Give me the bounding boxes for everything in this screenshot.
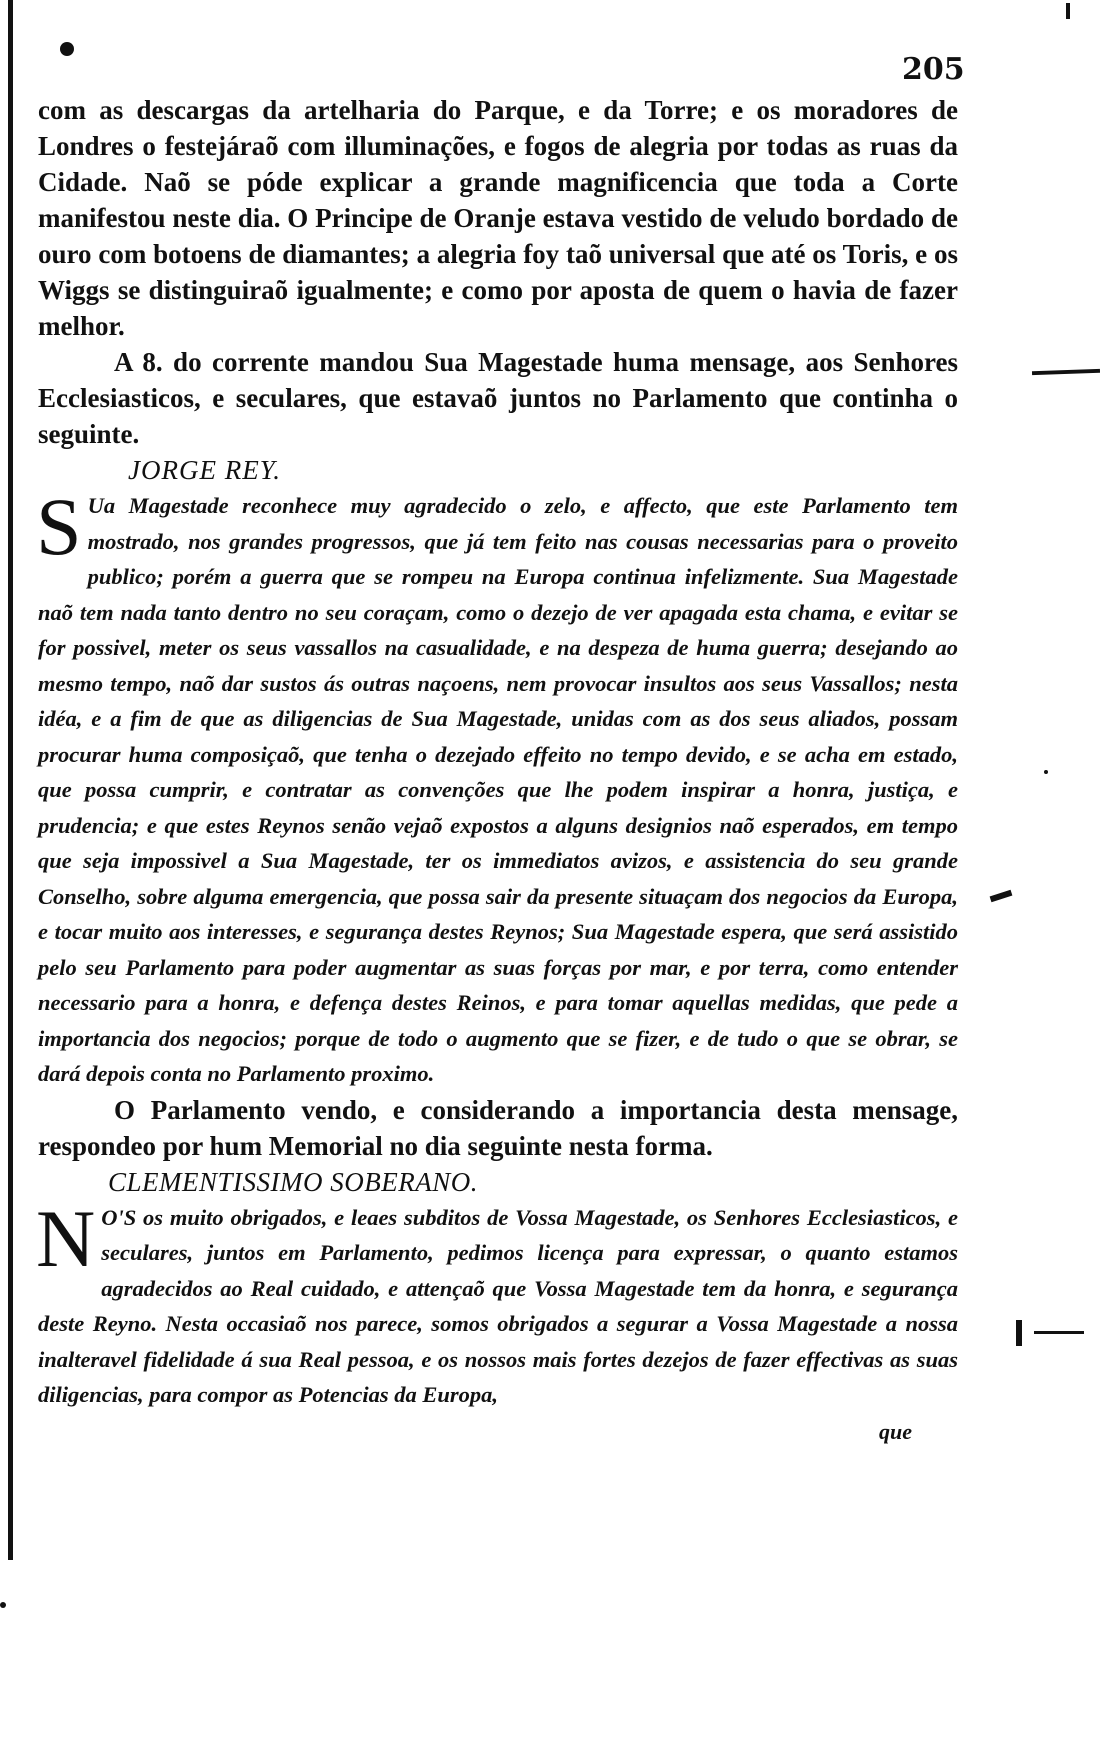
scan-artifact-mark — [0, 1602, 6, 1608]
heading-clementissimo-soberano: CLEMENTISSIMO SOBERANO. — [108, 1166, 478, 1197]
scan-artifact-mark — [1034, 1331, 1084, 1334]
drop-cap-n: N — [36, 1192, 96, 1284]
catchword: que — [879, 1418, 912, 1444]
page-edge-rule — [8, 0, 13, 1560]
paragraph-coronation-celebration: com as descargas da artelharia do Parque, e da Torre; e os moradores de Londres o festejáraõ com illuminações, e fogos de alegria por todas as ruas da Cidade. Naõ se póde explicar a grande magnificencia que toda a Corte manifestou neste dia. O Principe de Oranje estava vestido de veludo bordado de ouro com botoens de diamantes; a alegria foy taõ universal que até os Toris, e os Wiggs se distinguiraõ igualmente; e como por aposta de quem o havia de fazer melhor. — [38, 95, 958, 341]
heading-jorge-rey: JORGE REY. — [128, 455, 281, 485]
scan-artifact-mark — [1066, 3, 1070, 19]
royal-message-text: Ua Magestade reconhece muy agradecido o zelo, e affecto, que este Parlamento tem mostrado, nos grandes progressos, que já tem feito nas cousas necessarias para o proveito publico; porém a guerra que se rompeu na Europa continua infelizmente. Sua Magestade naõ tem nada tanto dentro no seu coraçam, como o dezejo de ver apagada esta chama, e evitar se for possivel, meter os seus vassallos na casualidade, e na despeza de huma guerra; desejando ao mesmo tempo, naõ dar sustos ás outras naçoens, nem provocar insultos aos seus Vassallos; nesta idéa, e a fim de que as diligencias de Sua Magestade, unidas com as dos seus aliados, possam procurar huma composiçaõ, que tenha o dezejado effeito no tempo devido, e se acha em estado, que possa cumprir, e contratar as convenções que lhe podem inspirar a honra, justiça, e prudencia; e que estes Reynos senão vejaõ expostos a alguns designios naõ esperados, em tempo que seja impossivel a Sua Magestade, ter os immediatos avizos, e assistencia do seu grande Conselho, sobre alguma emergencia, que possa sair da presente situaçam dos negocios da Europa, e tocar muito aos interesses, e segurança destes Reynos; Sua Magestade espera, que será assistido pelo seu Parlamento para poder augmentar as suas forças por mar, e por terra, como entender necessario para a honra, e defença destes Reinos, e para tomar aquellas medidas, que pede a importancia dos negocios; porque de todo o augmento que se fizer, e de tudo o que se obrar, se dará depois conta no Parlamento proximo. — [38, 493, 958, 1086]
paragraph-parliament-response-intro: O Parlamento vendo, e considerando a importancia desta mensage, respondeo por hum Memorial no dia seguinte nesta forma. — [38, 1094, 958, 1161]
ink-dot — [60, 42, 74, 56]
scan-artifact-mark — [1044, 770, 1048, 774]
scan-artifact-mark — [1016, 1320, 1022, 1346]
parliament-memorial-text: O'S os muito obrigados, e leaes subditos de Vossa Magestade, os Senhores Ecclesiasticos, e seculares, juntos em Parlamento, pedimos licença para expressar, o quanto estamos agradecidos ao Real cuidado, e attençaõ que Vossa Magestade tem da honra, e segurança deste Reyno. Nesta occasiaõ nos parece, somos obrigados a segurar a Vossa Magestade a nossa inalteravel fidelidade á sua Real pessoa, e os nossos mais fortes dezejos de fazer effectivas as suas diligencias, para compor as Potencias da Europa, — [38, 1204, 958, 1407]
scan-artifact-mark — [990, 890, 1013, 903]
body-text — [38, 92, 958, 1447]
drop-cap-s: S — [36, 481, 82, 572]
page-number: 205 — [902, 52, 965, 87]
paragraph-king-message-intro: A 8. do corrente mandou Sua Magestade huma mensage, aos Senhores Ecclesiasticos, e seculares, que estavaõ juntos no Parlamento que continha o seguinte. — [38, 347, 958, 449]
parliament-memorial — [36, 1192, 958, 1413]
royal-message — [36, 481, 958, 1092]
scan-artifact-mark — [1032, 369, 1100, 375]
